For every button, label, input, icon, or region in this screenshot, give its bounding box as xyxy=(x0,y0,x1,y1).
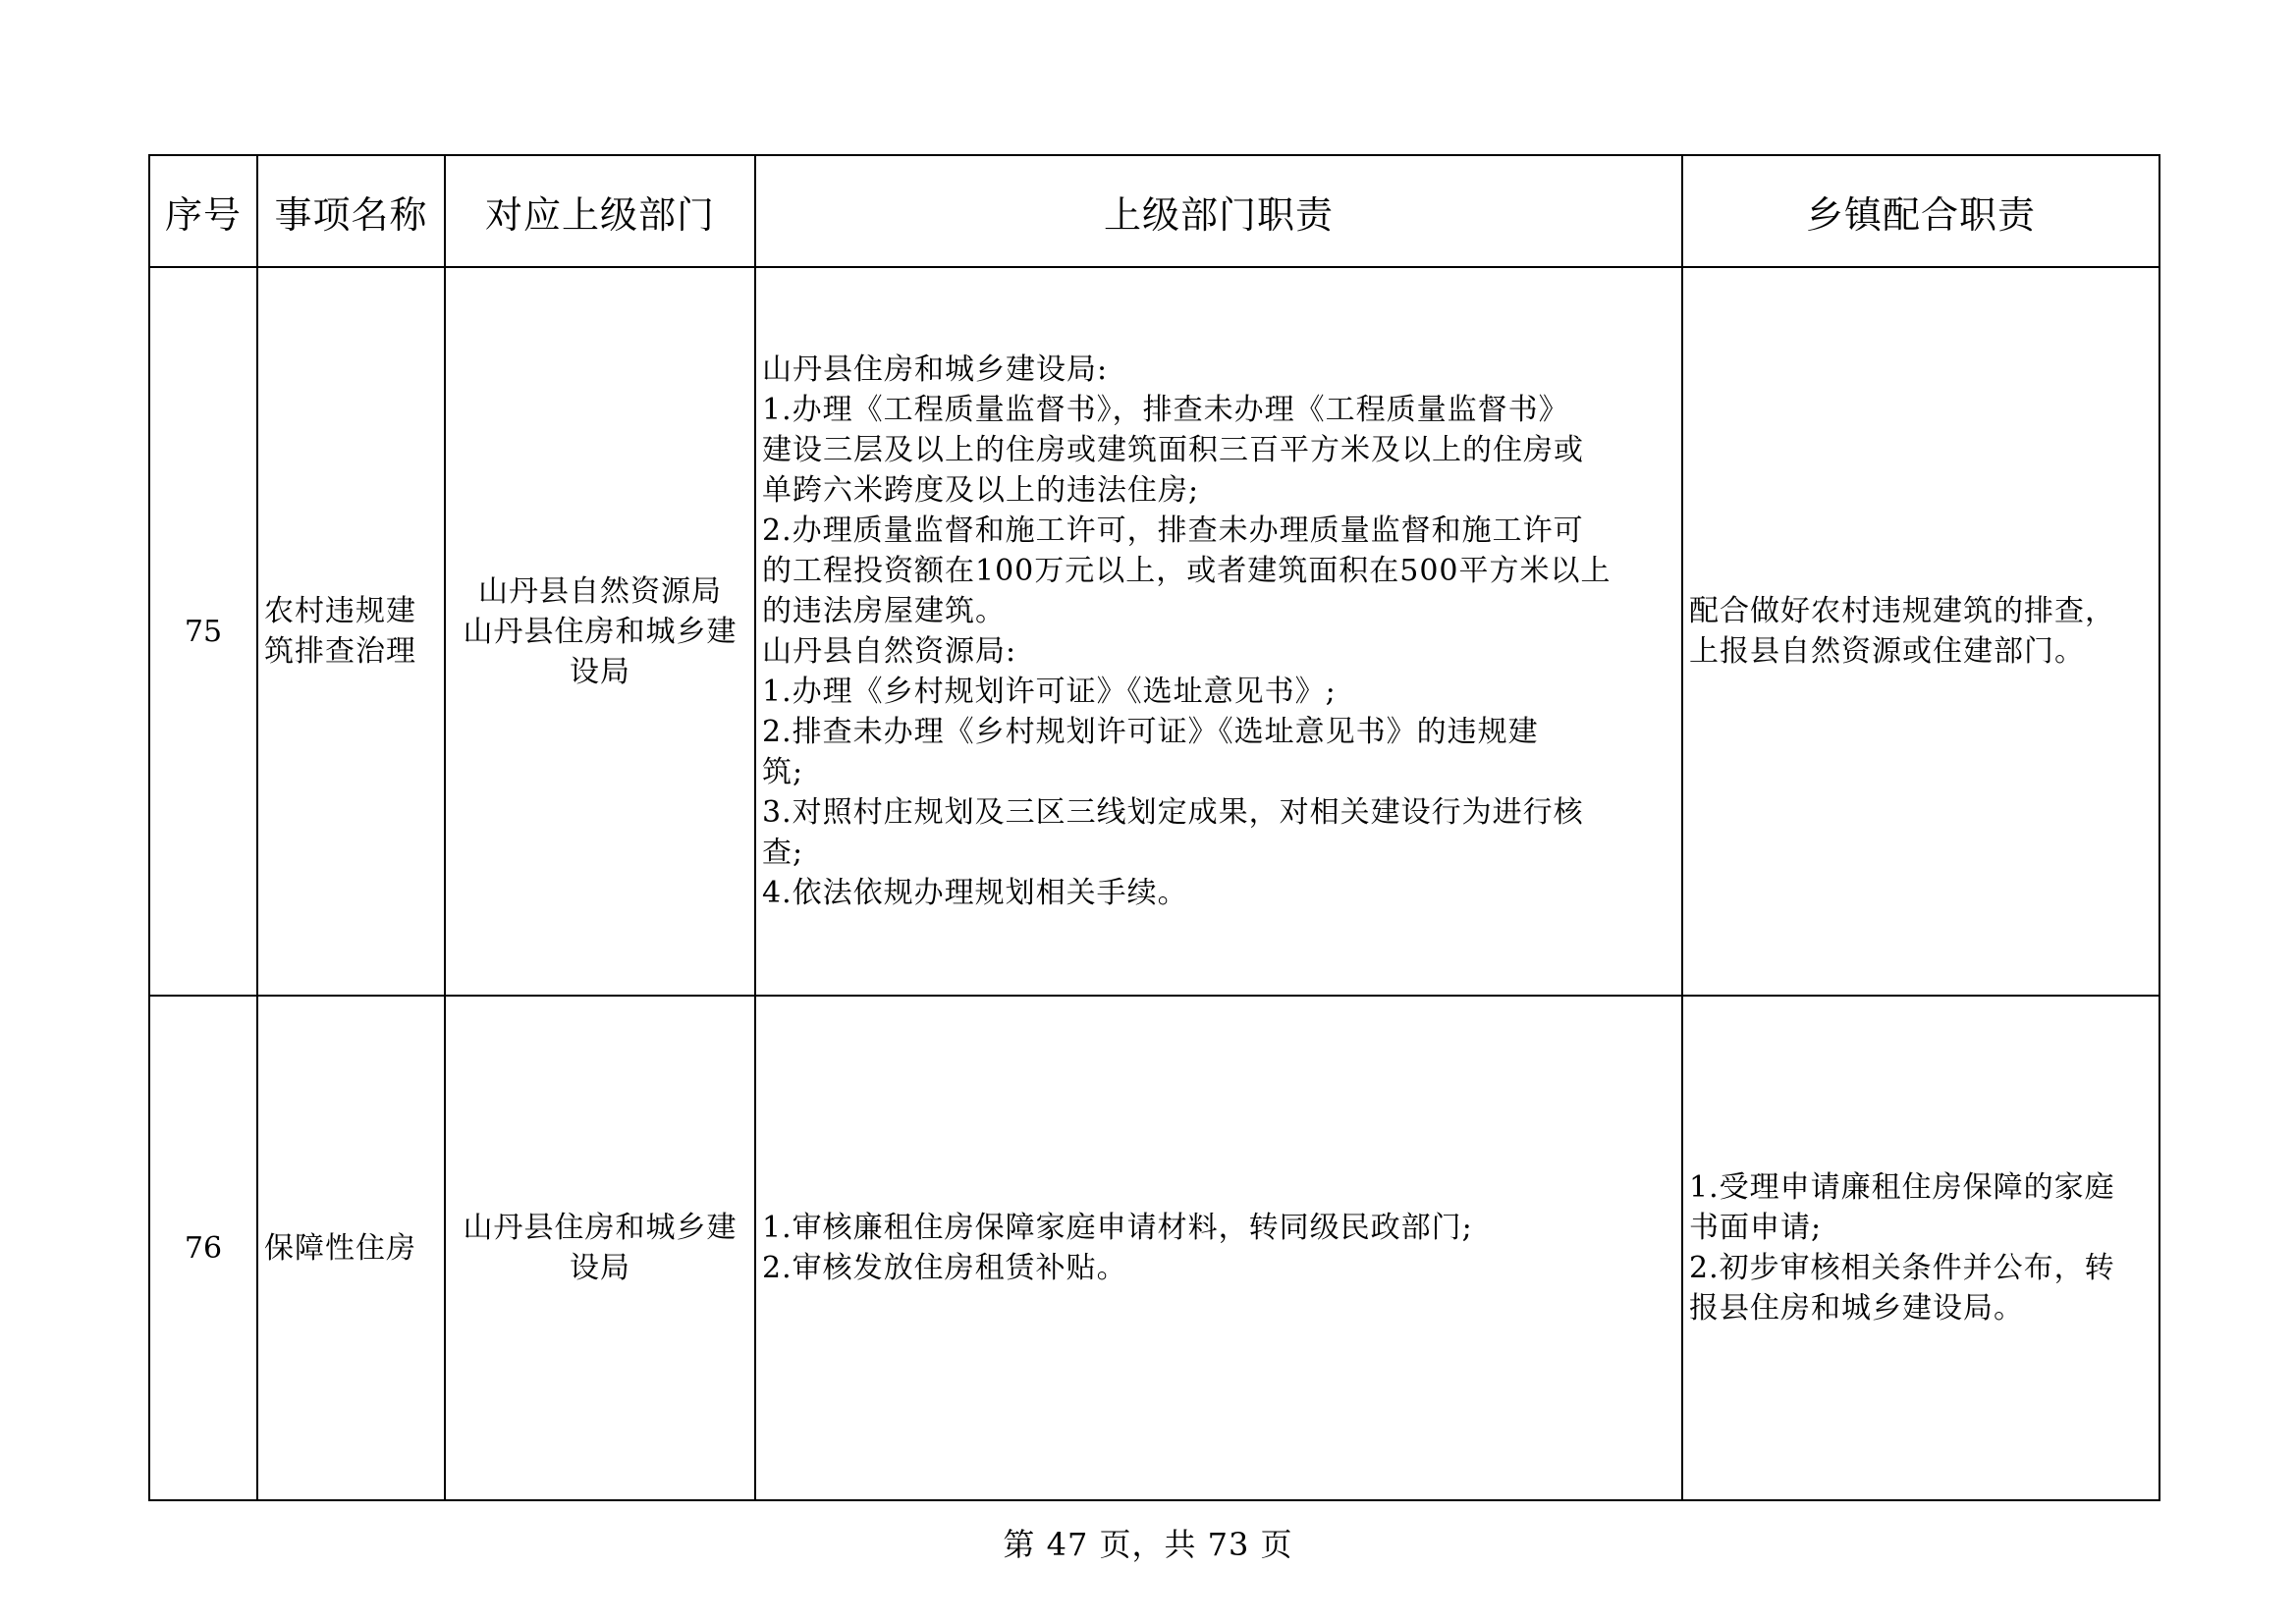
township-duty-line: 1.受理申请廉租住房保障的家庭 xyxy=(1689,1170,2115,1205)
duty-line: 的工程投资额在100万元以上，或者建筑面积在500平方米以上 xyxy=(762,554,1612,588)
duty-line: 筑; xyxy=(762,755,804,789)
table-row xyxy=(149,996,2159,1500)
township-duty-line: 书面申请; xyxy=(1689,1211,1823,1245)
header-name: 事项名称 xyxy=(257,155,445,267)
item-number: 75 xyxy=(184,614,223,649)
duty-line: 查; xyxy=(762,836,804,870)
cell-no xyxy=(149,996,257,1500)
department-line: 山丹县住房和城乡建 xyxy=(463,1211,738,1245)
cell-department xyxy=(445,996,755,1500)
township-duty-line: 上报县自然资源或住建部门。 xyxy=(1689,634,2085,669)
cell-item-name xyxy=(257,267,445,996)
table-header-row xyxy=(149,155,2159,267)
duty-line: 建设三层及以上的住房或建筑面积三百平方米及以上的住房或 xyxy=(762,433,1584,467)
duty-line: 2.审核发放住房租赁补贴。 xyxy=(762,1251,1127,1285)
header-resp: 上级部门职责 xyxy=(755,155,1682,267)
page-footer: 第 47 页，共 73 页 xyxy=(1003,1526,1293,1563)
township-duty-line: 2.初步审核相关条件并公布，转 xyxy=(1689,1251,2115,1285)
duty-line: 3.对照村庄规划及三区三线划定成果，对相关建设行为进行核 xyxy=(762,795,1584,830)
table-row xyxy=(149,267,2159,996)
item-name-line: 农村违规建 xyxy=(264,594,416,628)
table-body xyxy=(149,267,2159,1500)
item-name-line: 保障性住房 xyxy=(264,1230,416,1266)
department-line: 设局 xyxy=(570,1251,630,1285)
duty-line: 4.依法依规办理规划相关手续。 xyxy=(762,876,1188,910)
duty-line: 1.办理《工程质量监督书》，排查未办理《工程质量监督书》 xyxy=(762,393,1569,427)
duty-line: 的违法房屋建筑。 xyxy=(762,594,1006,628)
township-duty-line: 配合做好农村违规建筑的排查， xyxy=(1689,594,2115,628)
department-line: 山丹县自然资源局 xyxy=(478,573,722,609)
item-name-line: 筑排查治理 xyxy=(264,634,416,669)
duty-line: 单跨六米跨度及以上的违法住房; xyxy=(762,473,1200,508)
cell-department xyxy=(445,267,755,996)
duty-line: 1.办理《乡村规划许可证》《选址意见书》; xyxy=(762,675,1337,709)
header-dept: 对应上级部门 xyxy=(445,155,755,267)
cell-item-name xyxy=(257,996,445,1500)
duty-line: 山丹县住房和城乡建设局: xyxy=(762,352,1109,387)
duty-line: 1.审核廉租住房保障家庭申请材料，转同级民政部门; xyxy=(762,1211,1473,1245)
department-line: 设局 xyxy=(570,654,630,689)
cell-no xyxy=(149,267,257,996)
header-no: 序号 xyxy=(149,155,257,267)
responsibility-table xyxy=(148,154,2160,1501)
township-duty-line: 报县住房和城乡建设局。 xyxy=(1689,1291,2024,1325)
cell-township-duties xyxy=(1682,267,2159,996)
duty-line: 2.办理质量监督和施工许可，排查未办理质量监督和施工许可 xyxy=(762,514,1584,548)
cell-department-duties xyxy=(755,267,1682,996)
department-line: 山丹县住房和城乡建 xyxy=(463,614,738,649)
cell-department-duties xyxy=(755,996,1682,1500)
duty-line: 山丹县自然资源局: xyxy=(762,634,1017,669)
cell-township-duties xyxy=(1682,996,2159,1500)
header-town: 乡镇配合职责 xyxy=(1682,155,2159,267)
item-number: 76 xyxy=(184,1230,223,1266)
duty-line: 2.排查未办理《乡村规划许可证》《选址意见书》的违规建 xyxy=(762,715,1539,749)
